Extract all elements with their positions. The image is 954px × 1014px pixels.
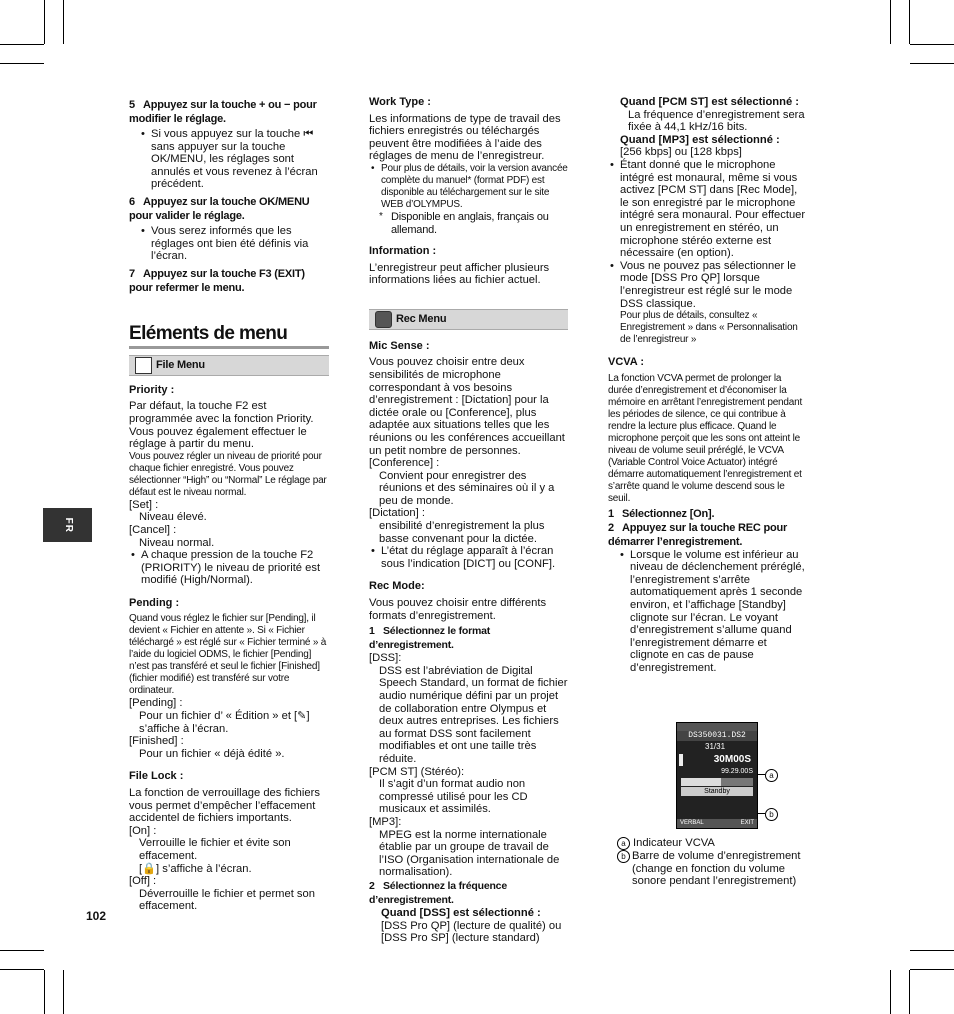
mp3-label: [MP3]:: [369, 815, 402, 828]
file-menu-icon: [135, 357, 152, 374]
dss-selected-value-2: [DSS Pro SP] (lecture standard): [381, 932, 540, 945]
column-3: [608, 96, 808, 675]
pcm-selected-value: La fréquence d’enregistrement sera fixée à 44,1 kHz/16 bits.: [628, 108, 805, 134]
step-5-note: • Si vous appuyez sur la touche ⏮ sans appuyer sur la touche OK/MENU, les réglages sont annulés et vous revenez à l’écran précédent.: [139, 128, 329, 191]
crop-mark: [909, 0, 910, 44]
crop-mark: [63, 970, 64, 1014]
pending-value: Pour un fichier d’ « Édition » et [✎] s’affiche à l’écran.: [139, 710, 310, 735]
dss-pro-bullet: • Vous ne pouvez pas sélectionner le mode [DSS Pro QP] lorsque l’enregistreur est réglé sur le mode DSS classique.: [608, 260, 808, 310]
callout-b: b: [765, 808, 781, 821]
micsense-text: Vous pouvez choisir entre deux sensibilités de microphone correspondant à vos besoins d’enregistrement : [Dictation] pour la dictée orale ou [Conference], plus adaptée aux situations telles que les réunions ou les conférences accueillant un petit nombre de personnes.: [369, 356, 565, 457]
pcm-value: Il s’agit d’un format audio non compressé utilisé pour les CD musicaux et assimilés.: [379, 778, 528, 816]
recmode-text: Vous pouvez choisir entre différents formats d’enregistrement.: [369, 597, 547, 622]
pending-heading: Pending :: [129, 596, 180, 609]
mono-bullet: • Étant donné que le microphone intégré est monaural, même si vous activez [PCM ST] dans [Rec Mode], le son enregistré par le microphone intégré sera monaural. Pour effectuer un enregistrement en stéréo, un microphone stéréo externe est nécessaire (en option).: [608, 159, 808, 260]
dictation-value: ensibilité d’enregistrement la plus basse convenant pour la dictée.: [379, 520, 545, 545]
crop-mark: [63, 0, 64, 44]
set-value: Niveau élevé.: [139, 511, 207, 524]
screen-legend: [617, 837, 802, 888]
step-6-note: • Vous serez informés que les réglages ont bien été définis via l’écran.: [139, 225, 329, 263]
micsense-bullet: • L’état du réglage apparaît à l’écran sous l’indication [DICT] ou [CONF].: [369, 545, 568, 570]
pending-text: Quand vous réglez le fichier sur [Pending], il devient « Fichier en attente ». Si « Fichier téléchargé » est réglé sur « Fichier terminé » à l’aide du logiciel ODMS, le fichier [Pending] n’est pas transféré et seul le fichier [Finished] (fichier modifié) est transféré sur votre ordinateur.: [129, 613, 327, 697]
crop-mark: [0, 950, 44, 951]
file-menu-bar: File Menu: [129, 355, 329, 376]
priority-text: Par défaut, la touche F2 est programmée avec la fonction Priority. Vous pouvez également effectuer le réglage à partir du menu.: [129, 400, 314, 451]
vcva-step-2-note: • Lorsque le volume est inférieur au niveau de déclenchement préréglé, l’enregistrement s’arrête automatiquement après 1 seconde environ, et l’affichage [Standby] clignote sur l’écran. Le voyant d’enregistrement s’allume quand l’enregistrement démarre et clignote en cas de pause d’enregistrement.: [618, 549, 808, 675]
crop-mark: [0, 63, 44, 64]
recmode-step-2: 2 Sélectionnez la fréquence d’enregistrement.: [369, 879, 507, 906]
legend-a: a Indicateur VCVA: [617, 837, 802, 850]
crop-mark: [0, 44, 44, 45]
off-value: Déverrouille le fichier et permet son effacement.: [139, 887, 315, 913]
column-1: [129, 98, 329, 913]
crop-mark: [44, 970, 45, 1014]
vcva-text: La fonction VCVA permet de prolonger la durée d’enregistrement et d’économiser la mémoire en arrêtant l’enregistrement pendant les périodes de silence, ce qui contribue à rendre la lecture plus efficace. Quand le microphone perçoit que les sons ont atteint le niveau de volume seuil préréglé, le VCVA (Variable Control Voice Actuator) intégré démarre automatiquement l’enregistrement et s’arrête quand le volume descend sous le seuil.: [608, 372, 803, 504]
vcva-step-2: 2 Appuyez sur la touche REC pour démarrer l’enregistrement.: [608, 521, 788, 548]
crop-mark: [44, 0, 45, 44]
priority-heading: Priority :: [129, 383, 175, 396]
screen-left-softkey: VERBAL: [680, 820, 704, 826]
dss-label: [DSS]:: [369, 652, 402, 665]
crop-mark: [910, 950, 954, 951]
information-heading: Information :: [369, 244, 437, 257]
callout-a: a: [765, 769, 781, 782]
mp3-value: MPEG est la norme internationale établie par un groupe de travail de l’ISO (Organisation internationale de normalisation).: [379, 828, 560, 879]
worktype-bullet: • Pour plus de détails, voir la version avancée complète du manuel* (format PDF) est disponible au téléchargement sur le site WEB d’OLYMPUS.: [369, 163, 568, 211]
step-5: 5 Appuyez sur la touche + ou − pour modifier le réglage.: [129, 99, 317, 125]
information-text: L’enregistreur peut afficher plusieurs informations liées au fichier actuel.: [369, 261, 550, 287]
pcm-label: [PCM ST] (Stéréo):: [369, 765, 465, 778]
step-7: 7 Appuyez sur la touche F3 (EXIT) pour refermer le menu.: [129, 267, 305, 294]
screen-right-softkey: EXIT: [740, 820, 754, 826]
crop-mark: [0, 969, 44, 970]
screen-time: 30M00S: [713, 753, 751, 765]
rec-menu-bar: Rec Menu: [369, 309, 568, 330]
on-label: [On] :: [129, 824, 157, 837]
microphone-icon: [375, 311, 392, 328]
finished-value: Pour un fichier « déjà édité ».: [139, 747, 285, 760]
crop-mark: [890, 0, 891, 44]
dss-selected-value-1: [DSS Pro QP] (lecture de qualité) ou: [381, 919, 562, 932]
dss-selected-heading: Quand [DSS] est sélectionné :: [381, 906, 541, 919]
mp3-selected-value: [256 kbps] ou [128 kbps]: [620, 146, 742, 159]
cancel-value: Niveau normal.: [139, 536, 215, 549]
dictation-label: [Dictation] :: [369, 507, 425, 520]
on-value: Verrouille le fichier et évite son effacement.: [139, 837, 291, 862]
set-label: [Set] :: [129, 498, 159, 511]
screen-remaining: 99.29.00S: [721, 768, 753, 775]
screen-count: 31/31: [705, 742, 726, 751]
priority-bullet: • A chaque pression de la touche F2 (PRIORITY) le niveau de priorité est modifié (High/Normal).: [129, 549, 329, 587]
worktype-footnote: * Disponible en anglais, français ou allemand.: [379, 210, 549, 236]
off-label: [Off] :: [129, 875, 157, 888]
language-tab: FR: [43, 508, 92, 542]
crop-mark: [910, 44, 954, 45]
finished-label: [Finished] :: [129, 735, 184, 748]
screen-status: Standby: [681, 787, 753, 796]
dss-value: DSS est l’abréviation de Digital Speech Standard, un format de fichier audio numérique défini par un projet de collaboration entre Olympus et deux autres entreprises. Les fichiers au format DSS sont facilement modifiables et ont une taille très réduite.: [379, 664, 568, 765]
pending-label: [Pending] :: [129, 697, 183, 710]
conference-value: Convient pour enregistrer des réunions et des séminaires où il y a peu de monde.: [379, 469, 555, 507]
micsense-heading: Mic Sense :: [369, 339, 430, 352]
dss-pro-more: Pour plus de détails, consultez « Enregistrement » dans « Personnalisation de l’enregistreur »: [620, 310, 798, 346]
crop-mark: [910, 63, 954, 64]
screen-filename: DS350031.DS2: [677, 731, 757, 741]
priority-note: Vous pouvez régler un niveau de priorité pour chaque fichier enregistré. Vous pouvez sélectionner “High” ou “Normal” Le réglage par défaut est le niveau normal.: [129, 450, 327, 498]
cancel-label: [Cancel] :: [129, 523, 177, 536]
crop-mark: [909, 970, 910, 1014]
vcva-heading: VCVA :: [608, 356, 645, 369]
on-lock-note: [🔒] s’affiche à l’écran.: [139, 862, 252, 875]
worktype-text: Les informations de type de travail des fichiers enregistrés ou téléchargés peuvent être modifiées à l’aide des réglages de menu de l’enregistreur.: [369, 112, 561, 163]
mp3-selected-heading: Quand [MP3] est sélectionné :: [620, 133, 780, 146]
filelock-text: La fonction de verrouillage des fichiers vous permet d’empêcher l’effacement accidentel de fichiers importants.: [129, 787, 320, 825]
worktype-heading: Work Type :: [369, 96, 431, 108]
recmode-heading: Rec Mode:: [369, 580, 425, 593]
step-6: 6 Appuyez sur la touche OK/MENU pour valider le réglage.: [129, 195, 310, 222]
conference-label: [Conference] :: [369, 457, 440, 470]
volume-bar: [681, 778, 753, 786]
pcm-selected-heading: Quand [PCM ST] est sélectionné :: [620, 96, 800, 108]
crop-mark: [890, 970, 891, 1014]
vcva-step-1: 1 Sélectionnez [On].: [608, 507, 715, 520]
recorder-screen: [676, 722, 758, 829]
legend-b: b Barre de volume d’enregistrement (change en fonction du volume sonore pendant l’enregistrement): [617, 850, 802, 888]
column-2: [369, 96, 568, 945]
section-title: Eléments de menu: [129, 323, 329, 349]
crop-mark: [910, 969, 954, 970]
recmode-step-1: 1 Sélectionnez le format d’enregistrement.: [369, 625, 491, 652]
filelock-heading: File Lock :: [129, 770, 184, 783]
page-number: 102: [86, 909, 107, 923]
